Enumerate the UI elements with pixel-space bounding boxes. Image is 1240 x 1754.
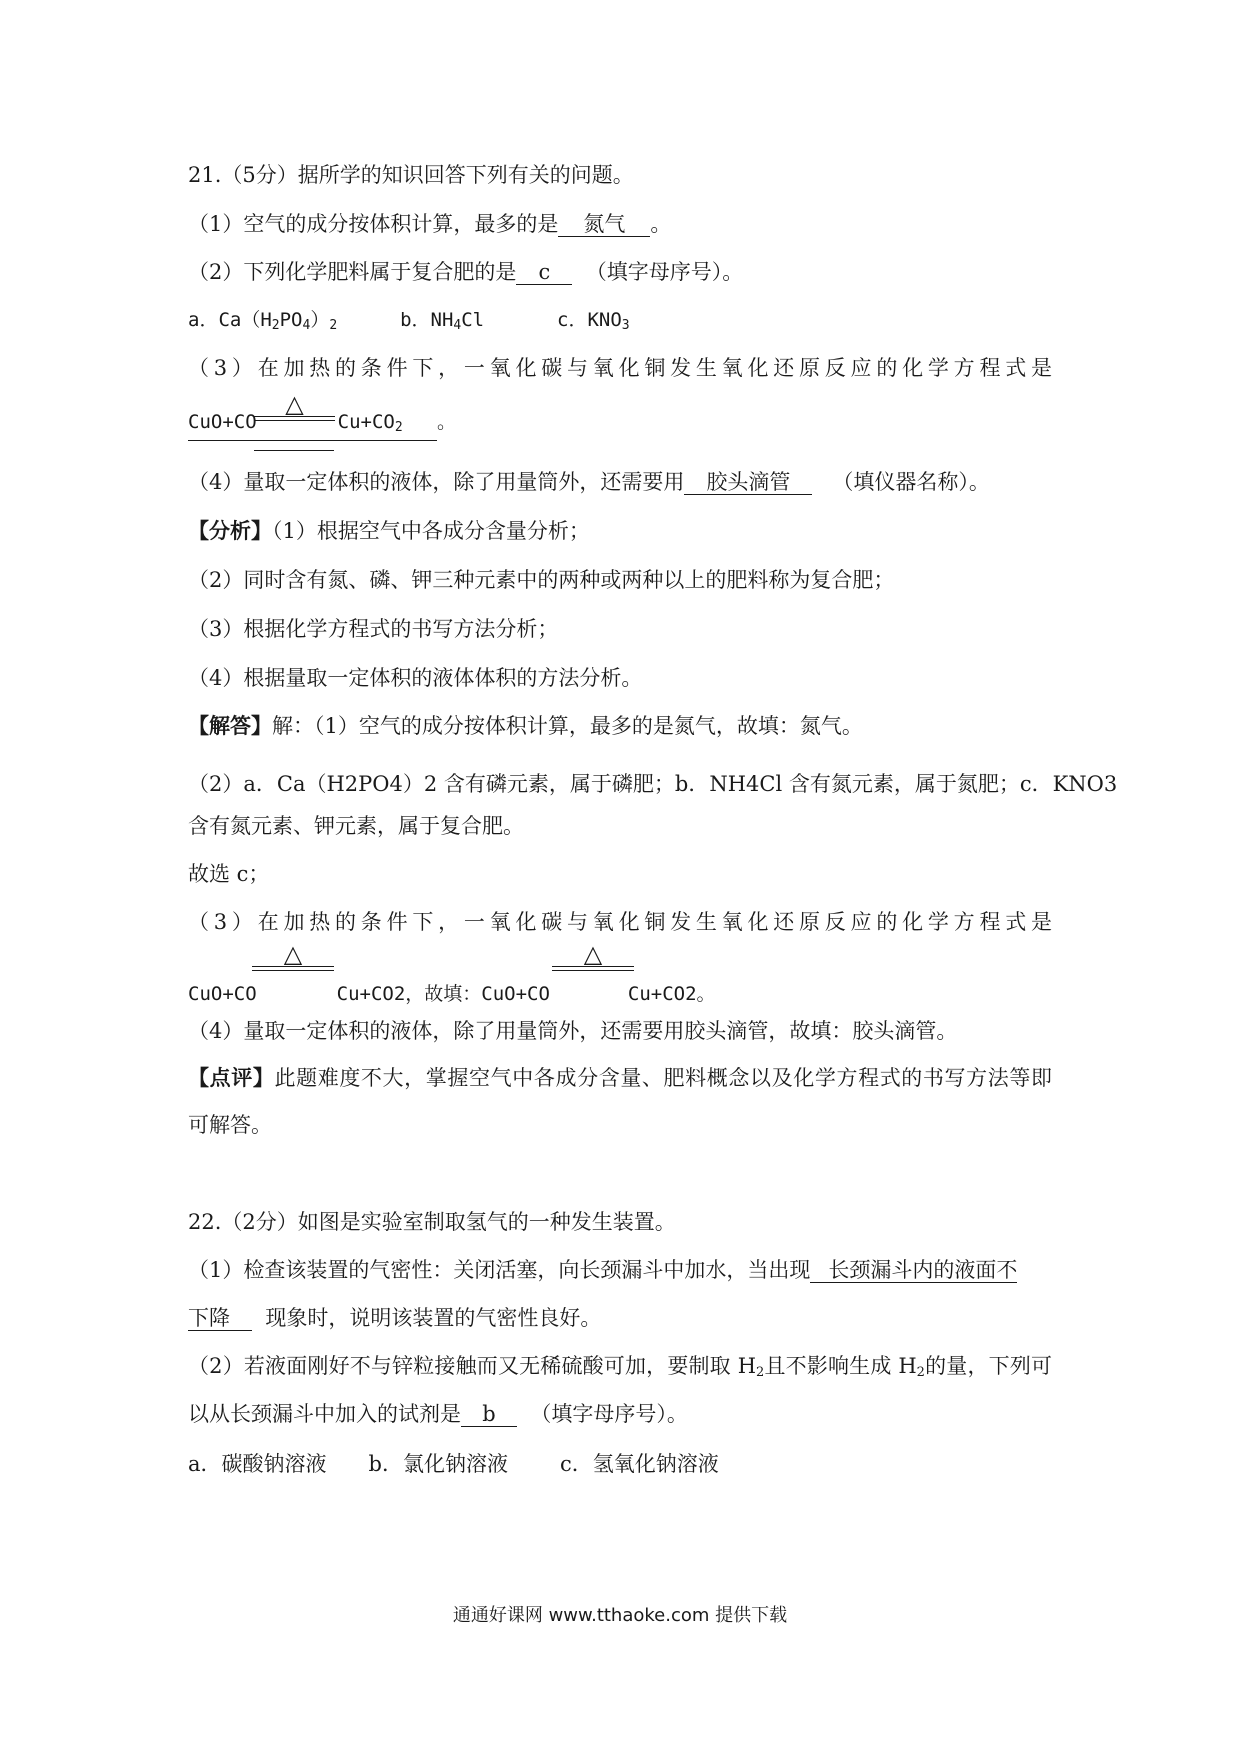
q21-answer-3: （3）在加热的条件下，一氧化碳与氧化铜发生氧化还原反应的化学方程式是: [188, 910, 1052, 934]
q22-title: 22.（2分）如图是实验室制取氢气的一种发生装置。: [188, 1210, 676, 1234]
q22-option-b: b．氯化钠溶液: [368, 1452, 508, 1476]
q21-equation-answer: CuO+CO $Cu+CO_2$: [188, 410, 437, 441]
q21-analysis-3: （3）根据化学方程式的书写方法分析；: [188, 617, 559, 641]
q21-equation-condition: [254, 392, 335, 421]
equals-double-line: [254, 416, 335, 421]
q21-answer-eq-condition-1: [252, 942, 334, 971]
q22-options: [188, 1450, 719, 1478]
q22-part2b: 以从长颈漏斗中加入的试剂是 b （填字母序号）。: [188, 1402, 688, 1426]
q21-option-b: b．$NH_4Cl$: [400, 309, 485, 333]
heat-triangle-icon: △: [583, 940, 603, 968]
q21-title: 21.（5分）据所学的知识回答下列有关的问题。: [188, 163, 634, 187]
q21-answer-eq-condition-2: [552, 942, 634, 971]
q21-equation: CuO+CO $Cu+CO_2$ 。: [188, 408, 456, 441]
page-footer: 通通好课网 www.tthaoke.com 提供下载: [452, 1605, 788, 1626]
q21-options: [188, 306, 630, 340]
q22-part1-answer-b: 下降: [188, 1306, 252, 1331]
q21-review-b: 可解答。: [188, 1113, 272, 1137]
q21-analysis-4: （4）根据量取一定体积的液体体积的方法分析。: [188, 666, 643, 690]
q22-part2-answer: b: [461, 1402, 517, 1427]
q21-answer-1: 【解答】解：（1）空气的成分按体积计算，最多的是氮气，故填：氮气。: [188, 713, 863, 738]
q21-review-a: 【点评】此题难度不大，掌握空气中各成分含量、肥料概念以及化学方程式的书写方法等即: [188, 1065, 1053, 1090]
q21-answer-2a: （2）a．Ca（H2PO4）2 含有磷元素，属于磷肥；b．NH4Cl 含有氮元素，属于氮肥；c．KNO3: [188, 772, 1118, 796]
answer-tag: 【解答】: [188, 713, 272, 738]
q21-analysis-2: （2）同时含有氮、磷、钾三种元素中的两种或两种以上的肥料称为复合肥；: [188, 568, 895, 592]
q21-part1-answer: 氮气: [558, 212, 650, 237]
equals-double-line: [252, 966, 334, 971]
q22-part1-answer-a: 长颈漏斗内的液面不: [810, 1258, 1017, 1283]
q21-answer-4: （4）量取一定体积的液体，除了用量筒外，还需要用胶头滴管，故填：胶头滴管。: [188, 1019, 958, 1043]
q22-part2: （2）若液面刚好不与锌粒接触而又无稀硫酸可加，要制取 $H_2$且不影响生成 $H_2$的量，下列可: [188, 1354, 1052, 1380]
analysis-tag: 【分析】: [188, 518, 272, 543]
q21-answer-2b: 含有氮元素、钾元素，属于复合肥。: [188, 814, 524, 838]
equals-double-line: [552, 966, 634, 971]
q21-part2: （2）下列化学肥料属于复合肥的是 c （填字母序号）。: [188, 260, 744, 284]
equation-underline: [254, 450, 334, 451]
q21-part2-answer: c: [516, 260, 572, 285]
q22-part1b: 下降 现象时，说明该装置的气密性良好。: [188, 1306, 602, 1330]
q21-answer-2c: 故选 c；: [188, 862, 270, 886]
q22-option-a: a．碳酸钠溶液: [188, 1452, 327, 1476]
q21-part3: （3）在加热的条件下，一氧化碳与氧化铜发生氧化还原反应的化学方程式是: [188, 356, 1052, 380]
heat-triangle-icon: △: [285, 390, 304, 418]
q21-part4: （4）量取一定体积的液体，除了用量筒外，还需要用 胶头滴管 （填仪器名称）。: [188, 470, 990, 494]
q22-part1: （1）检查该装置的气密性：关闭活塞，向长颈漏斗中加水，当出现 长颈漏斗内的液面不: [188, 1258, 1018, 1282]
q21-answer-equation: CuO+CO Cu+CO2，故填：CuO+CO Cu+CO2。: [188, 983, 716, 1005]
q21-option-a: a．$Ca(H_2PO_4)_2$: [188, 309, 338, 333]
q21-part4-answer: 胶头滴管: [684, 470, 812, 495]
q21-option-c: c．$KNO_3$: [557, 309, 630, 333]
q22-option-c: c．氢氧化钠溶液: [559, 1452, 719, 1476]
heat-triangle-icon: △: [283, 940, 303, 968]
q21-part1: （1）空气的成分按体积计算，最多的是 氮气 。: [188, 212, 672, 236]
review-tag: 【点评】: [188, 1065, 275, 1090]
q21-analysis-1: 【分析】（1）根据空气中各成分含量分析；: [188, 518, 590, 543]
